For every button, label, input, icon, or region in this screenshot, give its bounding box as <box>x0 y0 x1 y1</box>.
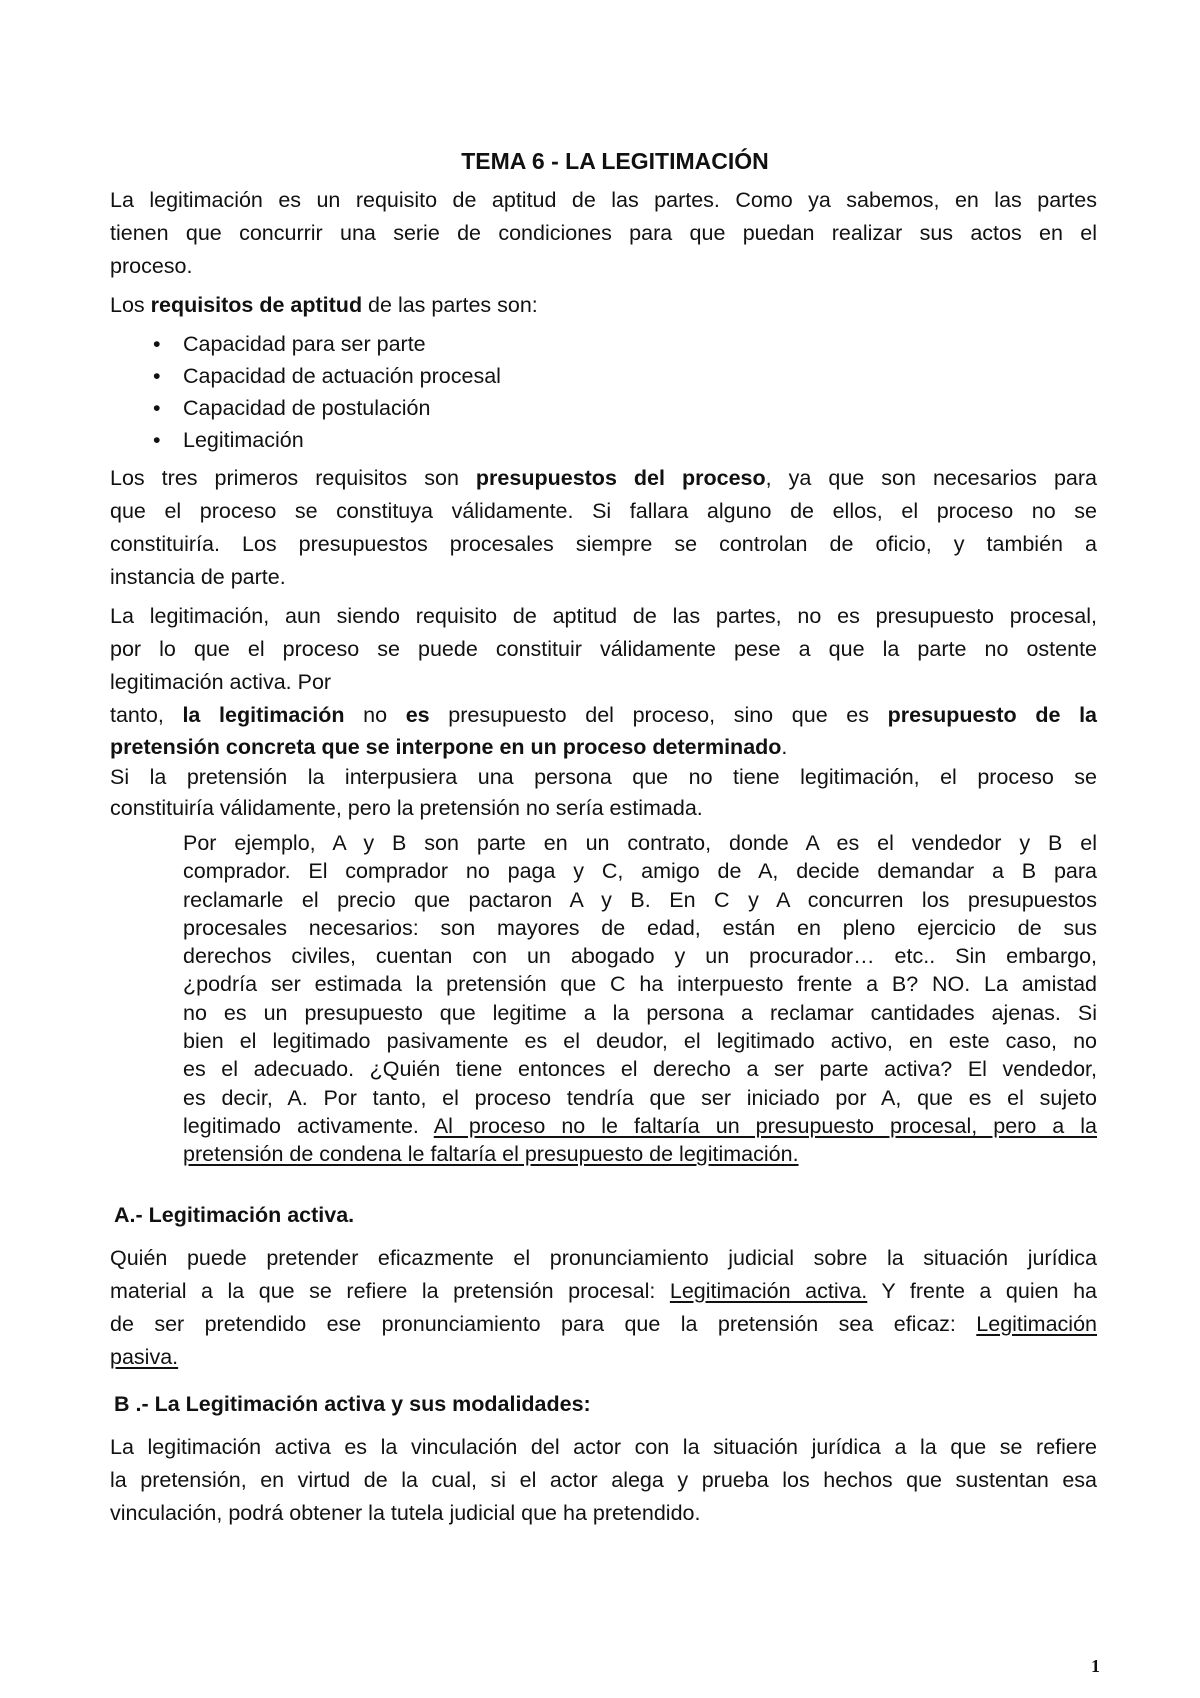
example-line: es decir, A. Por tanto, el proceso tendría que ser iniciado por A, que es el sujeto <box>183 1085 1097 1110</box>
example-line: ¿podría ser estimada la pretensión que C ha interpuesto frente a B? NO. La amistad <box>183 972 1097 997</box>
paragraph-line: instancia de parte. <box>110 565 286 589</box>
bold-run: la legitimación <box>182 703 345 727</box>
paragraph-line <box>110 1341 1097 1374</box>
underlined-run: Legitimación <box>976 1311 1097 1336</box>
paragraph-line: Si la pretensión la interpusiera una persona que no tiene legitimación, el proceso se <box>110 765 1097 789</box>
underlined-run: Al proceso no le faltaría un presupuesto procesal, pero a la <box>433 1113 1097 1138</box>
example-line: Por ejemplo, A y B son parte en un contrato, donde A es el vendedor y B el <box>183 831 1097 855</box>
paragraph-line: la pretensión, en virtud de la cual, si el actor alega y prueba los hechos que sustentan esa <box>110 1467 1097 1492</box>
example-line <box>183 1140 1097 1168</box>
list-item <box>110 328 1097 360</box>
text-run: . <box>781 735 788 759</box>
page-number: 1 <box>1091 1656 1100 1676</box>
paragraph-line: La legitimación activa es la vinculación del actor con la situación jurídica a la que se refiere <box>110 1434 1097 1459</box>
list-item-text: Legitimación <box>183 428 304 452</box>
text-run: material a la que se refiere la pretensión procesal: <box>110 1278 670 1303</box>
paragraph-line: constituiría válidamente, pero la pretensión no sería estimada. <box>110 796 703 820</box>
document-body <box>110 184 1097 1530</box>
section-a-heading: A.- Legitimación activa. <box>114 1202 355 1227</box>
example-line: bien el legitimado pasivamente es el deudor, el legitimado activo, en este caso, no <box>183 1029 1097 1054</box>
document-title: TEMA 6 - LA LEGITIMACIÓN <box>461 148 769 174</box>
list-item-text: Capacidad de postulación <box>183 396 431 420</box>
list-item-text: Capacidad de actuación procesal <box>183 364 501 388</box>
list-item <box>110 360 1097 392</box>
list-item <box>110 424 1097 456</box>
underlined-run: pasiva. <box>110 1344 179 1369</box>
bold-run: presupuestos del proceso <box>475 466 766 490</box>
text-run: Y frente a quien ha <box>867 1278 1097 1303</box>
requirements-intro <box>110 289 1097 322</box>
list-item-text: Capacidad para ser parte <box>183 332 426 356</box>
list-item <box>110 392 1097 424</box>
bullet-icon: • <box>153 332 161 356</box>
bullet-icon: • <box>153 428 161 452</box>
text-run: legitimado activamente. <box>183 1113 434 1138</box>
example-line: comprador. El comprador no paga y C, amigo de A, decide demandar a B para <box>183 859 1097 884</box>
bullet-icon: • <box>153 396 161 420</box>
bold-run: presupuesto de la <box>887 703 1098 727</box>
paragraph-line <box>110 1275 1097 1308</box>
underlined-run: pretensión de condena le faltaría el presupuesto de legitimación. <box>183 1142 799 1167</box>
text-run: , ya que son necesarios para <box>765 466 1097 490</box>
section-b-heading: B .- La Legitimación activa y sus modalidades: <box>114 1391 591 1416</box>
intro-line: proceso. <box>110 254 193 278</box>
bold-run: pretensión concreta que se interpone en un proceso determinado <box>110 735 782 759</box>
paragraph-line <box>110 732 1097 762</box>
underlined-run: Legitimación activa. <box>669 1278 868 1303</box>
paragraph-line: constituiría. Los presupuestos procesales siempre se controlan de oficio, y también a <box>110 532 1097 556</box>
paragraph-line: legitimación activa. Por <box>110 670 332 694</box>
example-line: no es un presupuesto que legitime a la persona a reclamar cantidades ajenas. Si <box>183 1000 1097 1025</box>
paragraph-line <box>110 699 1097 732</box>
text-run: de ser pretendido ese pronunciamiento para que la pretensión sea eficaz: <box>110 1311 977 1336</box>
example-line: reclamarle el precio que pactaron A y B. En C y A concurren los presupuestos <box>183 887 1097 912</box>
paragraph-line: vinculación, podrá obtener la tutela judicial que ha pretendido. <box>110 1500 701 1525</box>
requirements-intro-bold: requisitos de aptitud <box>150 293 363 317</box>
example-line: es el adecuado. ¿Quién tiene entonces el derecho a ser parte activa? El vendedor, <box>183 1057 1097 1082</box>
text-run: Los tres primeros requisitos son <box>110 466 476 490</box>
paragraph-line: que el proceso se constituya válidamente. Si fallara alguno de ellos, el proceso no se <box>110 499 1097 523</box>
example-line: derechos civiles, cuentan con un abogado y un procurador… etc.. Sin embargo, <box>183 944 1097 969</box>
example-line: procesales necesarios: son mayores de edad, están en pleno ejercicio de sus <box>183 915 1097 940</box>
example-block <box>183 829 1097 1169</box>
paragraph-line <box>110 1308 1097 1341</box>
paragraph-line: La legitimación, aun siendo requisito de aptitud de las partes, no es presupuesto procesal, <box>110 604 1097 628</box>
paragraph-line: Quién puede pretender eficazmente el pronunciamiento judicial sobre la situación jurídica <box>110 1245 1097 1270</box>
requirements-intro-pre: Los <box>110 293 151 317</box>
text-run: no <box>344 703 406 727</box>
bold-run: es <box>405 703 430 727</box>
intro-line: La legitimación es un requisito de aptitud de las partes. Como ya sabemos, en las partes <box>110 188 1097 212</box>
requirements-list <box>110 328 1097 456</box>
intro-line: tienen que concurrir una serie de condiciones para que puedan realizar sus actos en el <box>110 221 1097 245</box>
paragraph-line: por lo que el proceso se puede constituir válidamente pese a que la parte no ostente <box>110 637 1097 661</box>
requirements-intro-post: de las partes son: <box>362 293 538 317</box>
bullet-icon: • <box>153 364 161 388</box>
text-run: tanto, <box>110 703 183 727</box>
paragraph-line <box>110 462 1097 495</box>
example-line <box>183 1112 1097 1140</box>
text-run: presupuesto del proceso, sino que es <box>429 703 888 727</box>
